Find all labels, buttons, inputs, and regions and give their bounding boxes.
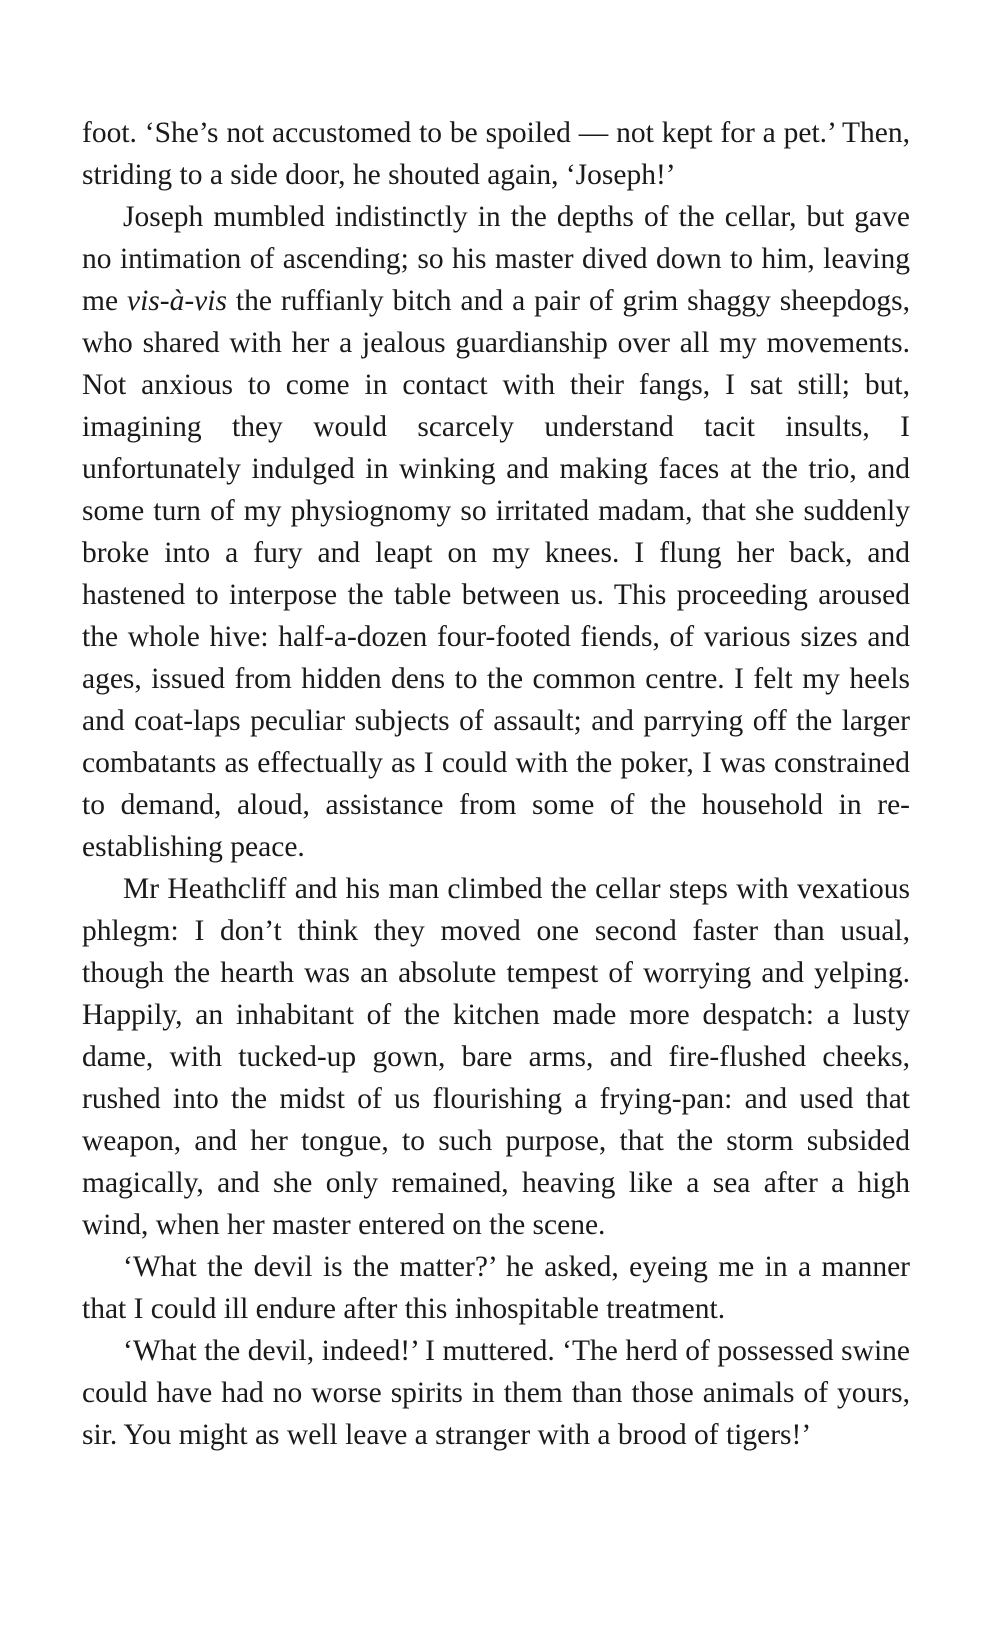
paragraph-5: ‘What the devil, indeed!’ I muttered. ‘The herd of possessed swine could have had no worse spirits in them than those animals of yours, sir. You might as well leave a stranger with a brood of tigers!’ xyxy=(82,1335,910,1451)
book-page xyxy=(82,112,910,1456)
paragraph-4: ‘What the devil is the matter?’ he asked, eyeing me in a manner that I could ill endure after this inhospitable treatment. xyxy=(82,1251,910,1325)
paragraph-2 xyxy=(82,196,910,868)
paragraph-2-text-start: Joseph mumbled indistinctly in the depths of the cellar, but gave no intimation of ascending; so his master dived down to him, leaving me xyxy=(82,201,910,317)
paragraph-3: Mr Heathcliff and his man climbed the cellar steps with vexatious phlegm: I don’t think they moved one second faster than usual, though the hearth was an absolute tempest of worrying and yelping. Happily, an inhabitant of the kitchen made more despatch: a lusty dame, with tucked-up gown, bare arms, and fire-flushed cheeks, rushed into the midst of us flourishing a frying-pan: and used that weapon, and her tongue, to such purpose, that the storm subsided magically, and she only remained, heaving like a sea after a high wind, when her master entered on the scene. xyxy=(82,873,910,1241)
italic-phrase: vis-à-vis xyxy=(127,285,227,317)
paragraph-2-text-end: the ruffianly bitch and a pair of grim shaggy sheepdogs, who shared with her a jealous guardianship over all my movements. Not anxious to come in contact with their fangs, I sat still; but, imagining they would scarcely understand tacit insults, I unfortunately indulged in winking and making faces at the trio, and some turn of my physiognomy so irritated madam, that she suddenly broke into a fury and leapt on my knees. I flung her back, and hastened to interpose the table between us. This proceeding aroused the whole hive: half-a-dozen four-footed fiends, of various sizes and ages, issued from hidden dens to the common centre. I felt my heels and coat-laps peculiar subjects of assault; and parrying off the larger combatants as effectually as I could with the poker, I was constrained to demand, aloud, assistance from some of the household in re-establishing peace. xyxy=(82,285,910,863)
paragraph-1: foot. ‘She’s not accustomed to be spoiled — not kept for a pet.’ Then, striding to a side door, he shouted again, ‘Joseph!’ xyxy=(82,117,910,191)
